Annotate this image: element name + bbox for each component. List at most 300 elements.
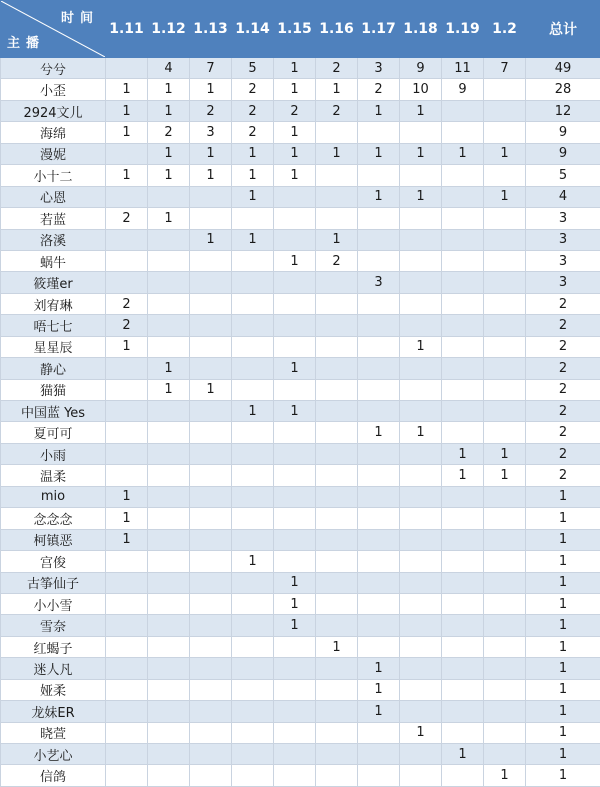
count-cell[interactable] [358,508,400,529]
host-name-cell[interactable]: 若蓝 [1,208,106,229]
count-cell[interactable]: 1 [400,336,442,357]
count-cell[interactable] [484,229,526,250]
count-cell[interactable] [316,615,358,636]
count-cell[interactable] [442,229,484,250]
count-cell[interactable]: 1 [400,143,442,164]
count-cell[interactable] [106,443,148,464]
count-cell[interactable] [484,165,526,186]
total-header-cell[interactable]: 总计 [526,1,600,58]
count-cell[interactable] [232,422,274,443]
count-cell[interactable] [358,293,400,314]
count-cell[interactable] [190,293,232,314]
count-cell[interactable]: 2 [106,293,148,314]
count-cell[interactable] [400,765,442,786]
count-cell[interactable] [190,186,232,207]
count-cell[interactable] [106,186,148,207]
host-name-cell[interactable]: 小艺心 [1,744,106,765]
total-cell[interactable]: 1 [526,701,600,722]
count-cell[interactable] [400,272,442,293]
count-cell[interactable] [274,529,316,550]
count-cell[interactable] [190,336,232,357]
host-name-cell[interactable]: 蜗牛 [1,250,106,271]
count-cell[interactable] [232,315,274,336]
count-cell[interactable] [274,272,316,293]
count-cell[interactable] [316,293,358,314]
count-cell[interactable]: 1 [274,58,316,79]
count-cell[interactable] [442,272,484,293]
count-cell[interactable] [358,336,400,357]
count-cell[interactable] [442,701,484,722]
count-cell[interactable] [484,272,526,293]
host-name-cell[interactable]: 小雨 [1,443,106,464]
count-cell[interactable]: 3 [358,58,400,79]
count-cell[interactable] [106,551,148,572]
count-cell[interactable] [442,186,484,207]
count-cell[interactable] [274,465,316,486]
count-cell[interactable] [358,229,400,250]
total-cell[interactable]: 1 [526,486,600,507]
count-cell[interactable]: 1 [400,186,442,207]
count-cell[interactable] [400,508,442,529]
count-cell[interactable] [400,744,442,765]
count-cell[interactable]: 1 [274,572,316,593]
count-cell[interactable] [400,658,442,679]
count-cell[interactable] [400,122,442,143]
count-cell[interactable]: 1 [358,422,400,443]
count-cell[interactable]: 1 [106,165,148,186]
count-cell[interactable] [484,679,526,700]
count-cell[interactable] [400,679,442,700]
count-cell[interactable] [148,486,190,507]
count-cell[interactable] [106,58,148,79]
count-cell[interactable] [358,165,400,186]
count-cell[interactable] [484,422,526,443]
count-cell[interactable] [442,551,484,572]
count-cell[interactable] [148,679,190,700]
count-cell[interactable] [274,636,316,657]
total-cell[interactable]: 9 [526,122,600,143]
total-cell[interactable]: 3 [526,229,600,250]
count-cell[interactable]: 1 [274,358,316,379]
count-cell[interactable] [232,336,274,357]
count-cell[interactable] [484,315,526,336]
count-cell[interactable] [316,679,358,700]
count-cell[interactable] [484,572,526,593]
count-cell[interactable] [148,765,190,786]
count-cell[interactable] [106,615,148,636]
count-cell[interactable] [232,658,274,679]
count-cell[interactable] [484,293,526,314]
count-cell[interactable] [358,122,400,143]
count-cell[interactable] [190,679,232,700]
total-cell[interactable]: 5 [526,165,600,186]
count-cell[interactable]: 1 [316,636,358,657]
count-cell[interactable]: 1 [190,165,232,186]
count-cell[interactable]: 1 [358,679,400,700]
count-cell[interactable]: 1 [148,165,190,186]
count-cell[interactable]: 1 [148,143,190,164]
count-cell[interactable] [442,615,484,636]
count-cell[interactable] [232,529,274,550]
count-cell[interactable] [316,508,358,529]
count-cell[interactable] [316,401,358,422]
total-cell[interactable]: 1 [526,679,600,700]
count-cell[interactable] [274,379,316,400]
count-cell[interactable]: 1 [274,593,316,614]
count-cell[interactable] [106,572,148,593]
count-cell[interactable]: 1 [190,143,232,164]
total-cell[interactable]: 2 [526,358,600,379]
count-cell[interactable] [148,508,190,529]
count-cell[interactable] [442,122,484,143]
host-name-cell[interactable]: 念念念 [1,508,106,529]
count-cell[interactable] [274,315,316,336]
count-cell[interactable] [442,486,484,507]
count-cell[interactable] [400,208,442,229]
count-cell[interactable] [148,315,190,336]
host-name-cell[interactable]: 漫妮 [1,143,106,164]
count-cell[interactable] [400,486,442,507]
total-cell[interactable]: 3 [526,272,600,293]
count-cell[interactable] [400,615,442,636]
count-cell[interactable] [358,765,400,786]
count-cell[interactable]: 2 [106,208,148,229]
count-cell[interactable] [106,722,148,743]
count-cell[interactable] [316,551,358,572]
total-cell[interactable]: 3 [526,250,600,271]
count-cell[interactable] [442,165,484,186]
total-cell[interactable]: 1 [526,636,600,657]
count-cell[interactable] [442,250,484,271]
count-cell[interactable]: 1 [148,79,190,100]
count-cell[interactable] [190,744,232,765]
count-cell[interactable] [148,551,190,572]
count-cell[interactable] [442,658,484,679]
count-cell[interactable]: 2 [232,122,274,143]
count-cell[interactable]: 1 [274,401,316,422]
count-cell[interactable] [316,379,358,400]
count-cell[interactable] [232,293,274,314]
count-cell[interactable] [484,551,526,572]
total-cell[interactable]: 28 [526,79,600,100]
host-name-cell[interactable]: 古筝仙子 [1,572,106,593]
count-cell[interactable] [400,250,442,271]
count-cell[interactable] [148,422,190,443]
total-cell[interactable]: 2 [526,379,600,400]
count-cell[interactable] [106,401,148,422]
host-name-cell[interactable]: 温柔 [1,465,106,486]
count-cell[interactable]: 2 [232,79,274,100]
total-cell[interactable]: 2 [526,315,600,336]
count-cell[interactable] [148,744,190,765]
count-cell[interactable] [442,593,484,614]
total-cell[interactable]: 49 [526,58,600,79]
count-cell[interactable] [274,229,316,250]
count-cell[interactable] [400,572,442,593]
host-name-cell[interactable]: 迷人凡 [1,658,106,679]
count-cell[interactable] [232,765,274,786]
count-cell[interactable]: 3 [190,122,232,143]
count-cell[interactable] [316,443,358,464]
count-cell[interactable]: 1 [148,100,190,121]
count-cell[interactable]: 1 [106,79,148,100]
count-cell[interactable]: 1 [442,744,484,765]
count-cell[interactable] [442,336,484,357]
count-cell[interactable]: 2 [316,100,358,121]
count-cell[interactable]: 1 [148,208,190,229]
count-cell[interactable] [274,551,316,572]
count-cell[interactable]: 2 [358,79,400,100]
count-cell[interactable] [274,422,316,443]
count-cell[interactable] [232,593,274,614]
date-header-cell[interactable]: 1.17 [358,1,400,58]
count-cell[interactable] [274,443,316,464]
total-cell[interactable]: 1 [526,572,600,593]
count-cell[interactable] [316,315,358,336]
count-cell[interactable] [106,358,148,379]
total-cell[interactable]: 1 [526,508,600,529]
count-cell[interactable] [106,744,148,765]
count-cell[interactable] [232,615,274,636]
count-cell[interactable]: 1 [484,186,526,207]
host-name-cell[interactable]: 红蝎子 [1,636,106,657]
count-cell[interactable] [106,422,148,443]
count-cell[interactable] [190,250,232,271]
count-cell[interactable] [316,701,358,722]
count-cell[interactable] [484,529,526,550]
count-cell[interactable] [400,636,442,657]
count-cell[interactable] [400,443,442,464]
total-cell[interactable]: 1 [526,529,600,550]
count-cell[interactable] [232,250,274,271]
count-cell[interactable] [190,701,232,722]
count-cell[interactable] [316,722,358,743]
count-cell[interactable] [232,722,274,743]
count-cell[interactable]: 1 [274,79,316,100]
count-cell[interactable] [484,615,526,636]
count-cell[interactable] [400,165,442,186]
count-cell[interactable] [442,765,484,786]
count-cell[interactable] [442,572,484,593]
host-name-cell[interactable]: 海绵 [1,122,106,143]
count-cell[interactable] [316,744,358,765]
count-cell[interactable] [232,701,274,722]
count-cell[interactable] [358,208,400,229]
count-cell[interactable] [358,250,400,271]
count-cell[interactable] [190,422,232,443]
count-cell[interactable] [400,401,442,422]
host-name-cell[interactable]: 洛溪 [1,229,106,250]
count-cell[interactable] [106,765,148,786]
count-cell[interactable] [442,636,484,657]
count-cell[interactable] [484,250,526,271]
total-cell[interactable]: 4 [526,186,600,207]
count-cell[interactable] [316,336,358,357]
host-name-cell[interactable]: 小歪 [1,79,106,100]
count-cell[interactable] [148,293,190,314]
count-cell[interactable] [484,79,526,100]
count-cell[interactable]: 1 [358,186,400,207]
count-cell[interactable] [274,722,316,743]
count-cell[interactable]: 1 [274,165,316,186]
count-cell[interactable] [232,358,274,379]
count-cell[interactable] [316,422,358,443]
total-cell[interactable]: 2 [526,401,600,422]
total-cell[interactable]: 1 [526,765,600,786]
count-cell[interactable] [358,551,400,572]
date-header-cell[interactable]: 1.11 [106,1,148,58]
count-cell[interactable] [316,593,358,614]
count-cell[interactable] [190,401,232,422]
count-cell[interactable] [106,701,148,722]
count-cell[interactable] [484,744,526,765]
count-cell[interactable]: 1 [358,658,400,679]
count-cell[interactable] [148,658,190,679]
count-cell[interactable] [316,765,358,786]
count-cell[interactable]: 1 [358,701,400,722]
count-cell[interactable] [274,765,316,786]
host-name-cell[interactable]: 柯镇恶 [1,529,106,550]
count-cell[interactable]: 1 [316,79,358,100]
count-cell[interactable]: 1 [232,143,274,164]
host-name-cell[interactable]: 静心 [1,358,106,379]
host-name-cell[interactable]: 唔七七 [1,315,106,336]
count-cell[interactable]: 1 [442,465,484,486]
date-header-cell[interactable]: 1.15 [274,1,316,58]
count-cell[interactable] [484,100,526,121]
count-cell[interactable] [484,379,526,400]
count-cell[interactable] [400,315,442,336]
total-cell[interactable]: 2 [526,465,600,486]
count-cell[interactable] [316,358,358,379]
count-cell[interactable]: 1 [148,358,190,379]
count-cell[interactable] [484,122,526,143]
count-cell[interactable] [442,100,484,121]
count-cell[interactable]: 4 [148,58,190,79]
count-cell[interactable]: 9 [400,58,442,79]
count-cell[interactable] [358,443,400,464]
total-cell[interactable]: 1 [526,722,600,743]
count-cell[interactable] [232,272,274,293]
count-cell[interactable]: 1 [274,250,316,271]
count-cell[interactable] [442,508,484,529]
count-cell[interactable]: 1 [274,122,316,143]
count-cell[interactable] [106,379,148,400]
count-cell[interactable] [190,765,232,786]
count-cell[interactable]: 3 [358,272,400,293]
host-name-cell[interactable]: 2924文儿 [1,100,106,121]
count-cell[interactable] [484,636,526,657]
count-cell[interactable] [148,250,190,271]
count-cell[interactable] [442,401,484,422]
count-cell[interactable] [232,679,274,700]
count-cell[interactable] [190,315,232,336]
count-cell[interactable] [400,229,442,250]
count-cell[interactable] [316,658,358,679]
count-cell[interactable] [232,572,274,593]
count-cell[interactable] [148,722,190,743]
count-cell[interactable] [148,336,190,357]
count-cell[interactable]: 2 [316,58,358,79]
host-name-cell[interactable]: 中国蓝 Yes [1,401,106,422]
host-name-cell[interactable]: 娅柔 [1,679,106,700]
count-cell[interactable]: 1 [106,529,148,550]
count-cell[interactable]: 1 [358,143,400,164]
count-cell[interactable]: 10 [400,79,442,100]
count-cell[interactable]: 1 [484,765,526,786]
count-cell[interactable] [358,636,400,657]
count-cell[interactable]: 2 [190,100,232,121]
host-name-cell[interactable]: 小十二 [1,165,106,186]
count-cell[interactable]: 1 [232,229,274,250]
count-cell[interactable] [106,465,148,486]
count-cell[interactable] [274,701,316,722]
count-cell[interactable] [232,443,274,464]
count-cell[interactable] [358,315,400,336]
count-cell[interactable] [232,379,274,400]
total-cell[interactable]: 1 [526,551,600,572]
host-name-cell[interactable]: 刘宥琳 [1,293,106,314]
host-name-cell[interactable]: 雪奈 [1,615,106,636]
count-cell[interactable]: 1 [316,229,358,250]
total-cell[interactable]: 2 [526,293,600,314]
count-cell[interactable] [442,315,484,336]
count-cell[interactable] [190,658,232,679]
count-cell[interactable]: 1 [148,379,190,400]
host-name-cell[interactable]: 筱瑾er [1,272,106,293]
total-cell[interactable]: 9 [526,143,600,164]
count-cell[interactable]: 11 [442,58,484,79]
count-cell[interactable] [274,486,316,507]
count-cell[interactable]: 1 [190,229,232,250]
count-cell[interactable]: 1 [232,551,274,572]
count-cell[interactable] [484,208,526,229]
count-cell[interactable] [106,229,148,250]
date-header-cell[interactable]: 1.19 [442,1,484,58]
total-cell[interactable]: 1 [526,593,600,614]
date-header-cell[interactable]: 1.12 [148,1,190,58]
count-cell[interactable]: 1 [400,100,442,121]
count-cell[interactable] [274,679,316,700]
count-cell[interactable] [190,208,232,229]
count-cell[interactable] [484,336,526,357]
count-cell[interactable] [442,379,484,400]
count-cell[interactable] [106,636,148,657]
count-cell[interactable] [190,358,232,379]
total-cell[interactable]: 2 [526,422,600,443]
count-cell[interactable] [442,293,484,314]
count-cell[interactable]: 1 [106,122,148,143]
count-cell[interactable] [358,529,400,550]
count-cell[interactable] [190,551,232,572]
count-cell[interactable]: 1 [106,508,148,529]
count-cell[interactable] [190,529,232,550]
count-cell[interactable] [400,529,442,550]
host-name-cell[interactable]: 小小雪 [1,593,106,614]
count-cell[interactable]: 1 [442,443,484,464]
count-cell[interactable] [442,422,484,443]
count-cell[interactable]: 2 [148,122,190,143]
count-cell[interactable]: 1 [274,143,316,164]
count-cell[interactable]: 1 [190,79,232,100]
count-cell[interactable] [274,658,316,679]
count-cell[interactable] [232,508,274,529]
count-cell[interactable] [400,593,442,614]
count-cell[interactable]: 2 [232,100,274,121]
count-cell[interactable]: 1 [358,100,400,121]
total-cell[interactable]: 12 [526,100,600,121]
date-header-cell[interactable]: 1.13 [190,1,232,58]
